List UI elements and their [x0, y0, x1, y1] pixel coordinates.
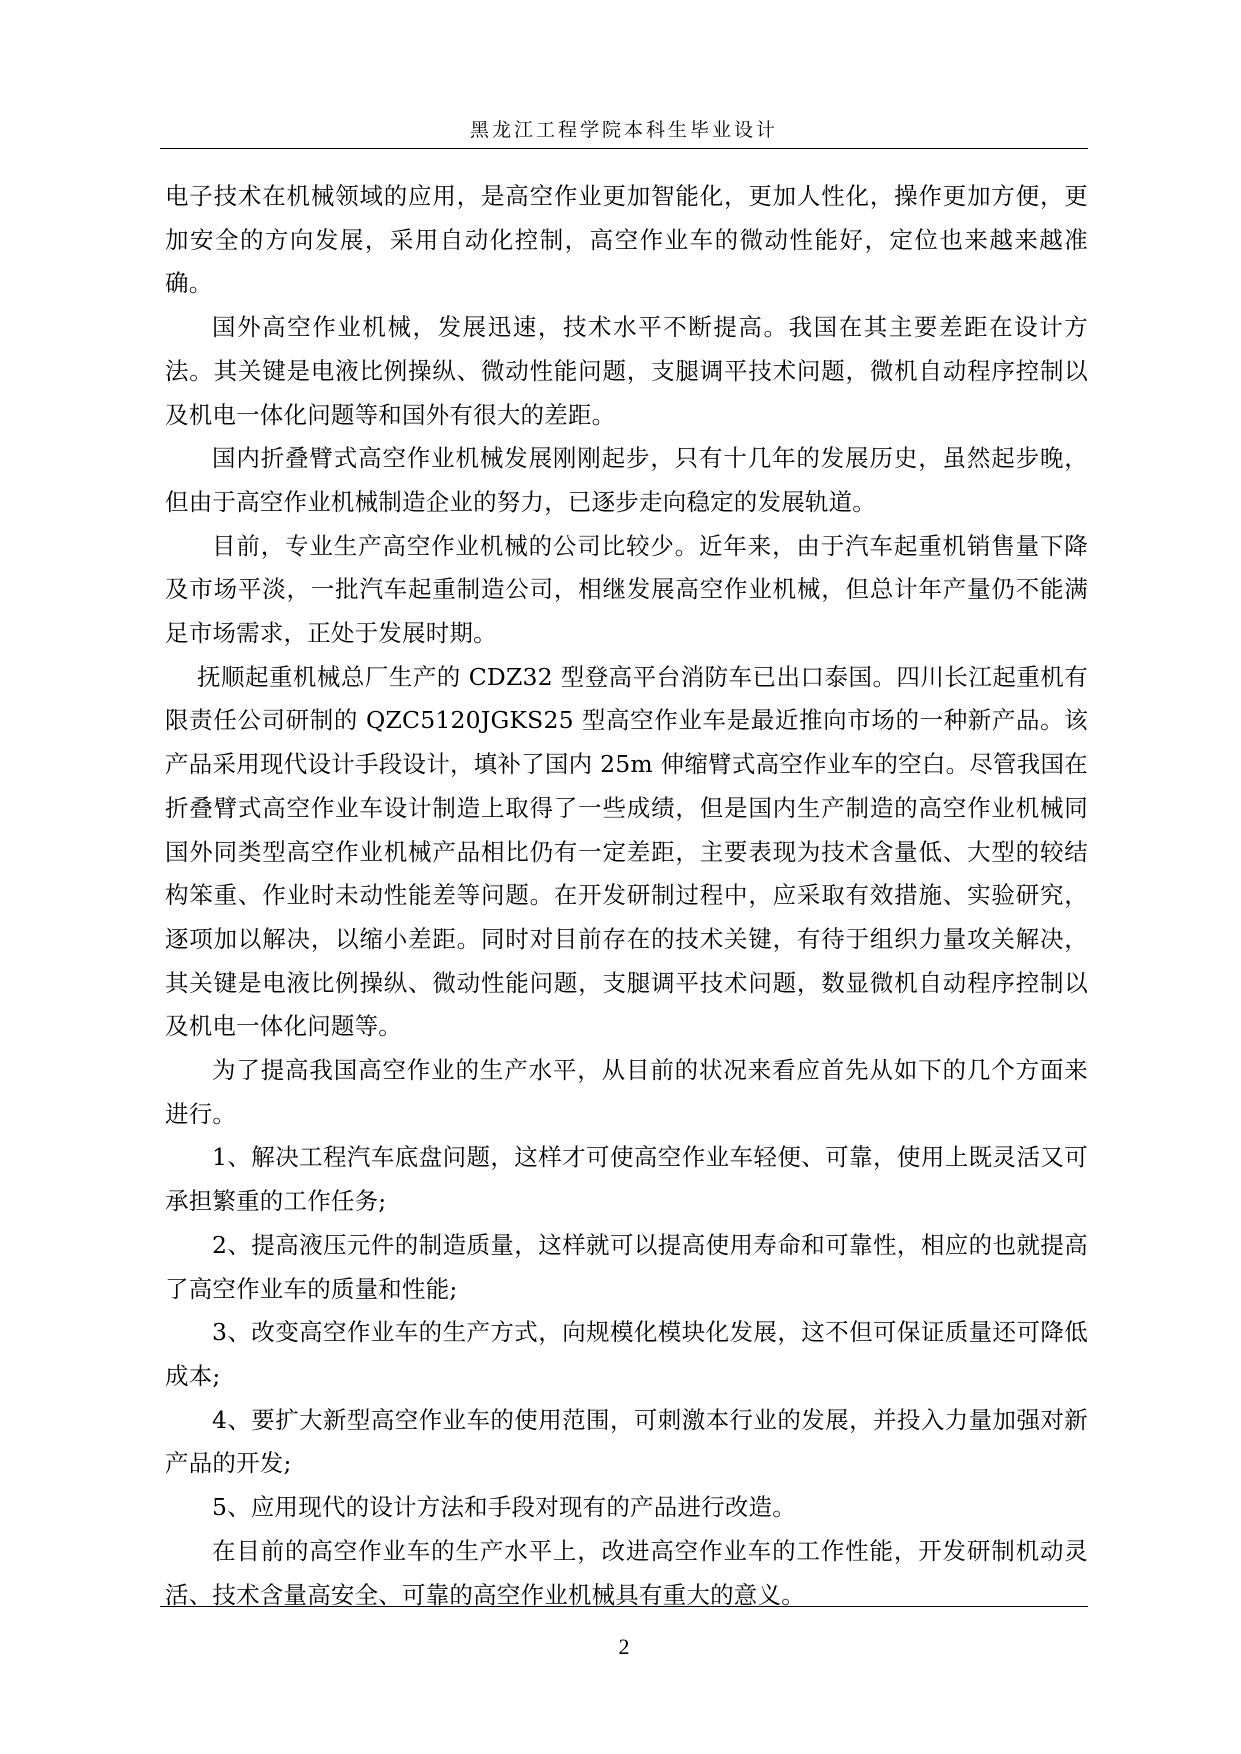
document-body — [165, 175, 1088, 1617]
paragraph-3: 国内折叠臂式高空作业机械发展刚刚起步，只有十几年的发展历史，虽然起步晚，但由于高空作业机械制造企业的努力，已逐步走向稳定的发展轨道。 — [165, 444, 1088, 516]
list-item-4: 4、要扩大新型高空作业车的使用范围，可刺激本行业的发展，并投入力量加强对新产品的开发; — [165, 1405, 1088, 1478]
paragraph-2: 国外高空作业机械，发展迅速，技术水平不断提高。我国在其主要差距在设计方法。其关键是电液比例操纵、微动性能问题，支腿调平技术问题，微机自动程序控制以及机电一体化问题等和国外有很大的差距。 — [165, 313, 1088, 429]
paragraph-final: 在目前的高空作业车的生产水平上，改进高空作业车的工作性能，开发研制机动灵活、技术含量高安全、可靠的高空作业机械具有重大的意义。 — [165, 1536, 1088, 1609]
page-number: 2 — [618, 1634, 630, 1659]
paragraph-4: 目前，专业生产高空作业机械的公司比较少。近年来，由于汽车起重机销售量下降及市场平淡，一批汽车起重制造公司，相继发展高空作业机械，但总计年产量仍不能满足市场需求，正处于发展时期。 — [165, 531, 1088, 648]
paragraph-5: 抚顺起重机械总厂生产的 CDZ32 型登高平台消防车已出口泰国。四川长江起重机有限责任公司研制的 QZC5120JGKS25 型高空作业车是最近推向市场的一种新产品。该产品采用现代设计手段设计，填补了国内 25m 伸缩臂式高空作业车的空白。尽管我国在折叠臂式高空作业车设计制造上取得了一些成绩，但是国内生产制造的高空作业机械同国外同类型高空作业机械产品相比仍有一定差距，主要表现为技术含量低、大型的较结构笨重、作业时未动性能差等问题。在开发研制过程中，应采取有效措施、实验研究，逐项加以解决，以缩小差距。同时对目前存在的技术关键，有待于组织力量攻关解决，其关键是电液比例操纵、微动性能问题，支腿调平技术问题，数显微机自动程序控制以及机电一体化问题等。 — [165, 662, 1088, 1041]
footer-divider — [160, 1606, 1088, 1607]
list-item-1: 1、解决工程汽车底盘问题，这样才可使高空作业车轻便、可靠，使用上既灵活又可承担繁重的工作任务; — [165, 1143, 1088, 1216]
list-item-3: 3、改变高空作业车的生产方式，向规模化模块化发展，这不但可保证质量还可降低成本; — [165, 1318, 1088, 1390]
list-item-5: 5、应用现代的设计方法和手段对现有的产品进行改造。 — [212, 1493, 796, 1522]
running-header: 黑龙江工程学院本科生毕业设计 — [469, 119, 778, 141]
list-item-2: 2、提高液压元件的制造质量，这样就可以提高使用寿命和可靠性，相应的也就提高了高空作业车的质量和性能; — [165, 1230, 1088, 1303]
header-divider — [160, 148, 1088, 149]
paragraph-6: 为了提高我国高空作业的生产水平，从目前的状况来看应首先从如下的几个方面来进行。 — [165, 1056, 1088, 1128]
paragraph-1: 电子技术在机械领域的应用，是高空作业更加智能化，更加人性化，操作更加方便，更加安全的方向发展，采用自动化控制，高空作业车的微动性能好，定位也来越来越准确。 — [165, 182, 1088, 298]
